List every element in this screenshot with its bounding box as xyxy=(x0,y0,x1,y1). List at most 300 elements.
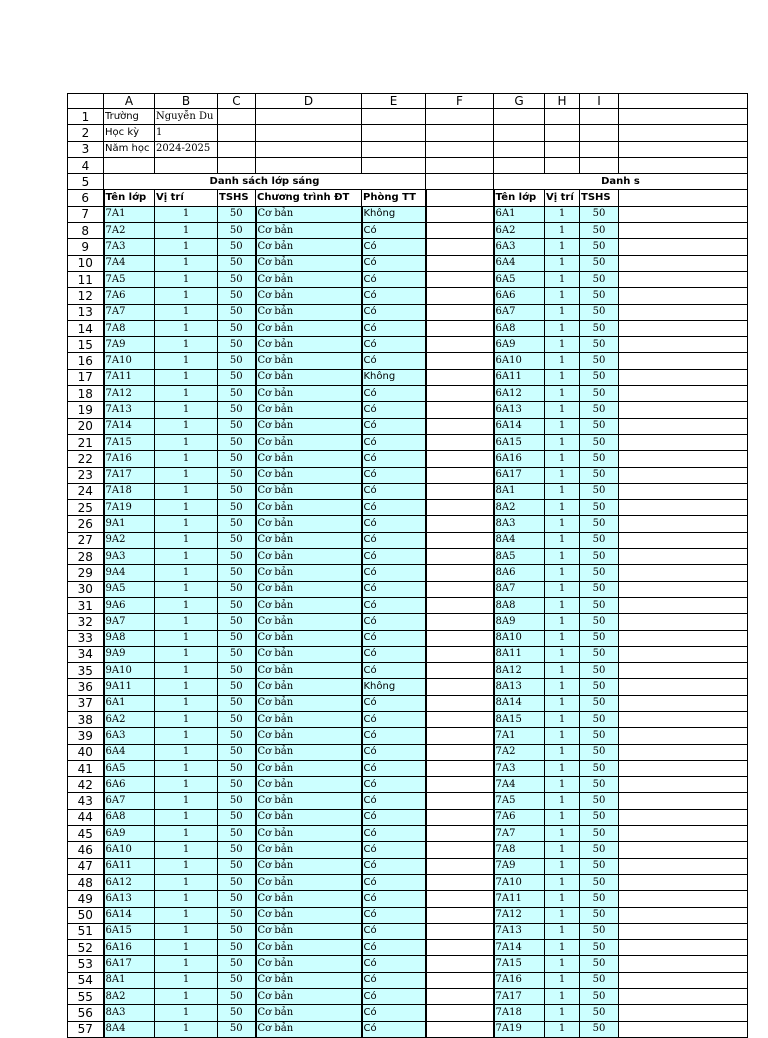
empty-cell[interactable] xyxy=(218,141,256,157)
class-name[interactable]: 6A4 xyxy=(104,744,155,760)
empty-cell[interactable] xyxy=(619,695,748,711)
student-count[interactable]: 50 xyxy=(580,956,619,972)
row-number[interactable]: 42 xyxy=(68,777,104,793)
empty-cell[interactable] xyxy=(619,418,748,434)
empty-cell[interactable] xyxy=(580,109,619,125)
empty-cell[interactable] xyxy=(580,125,619,141)
empty-cell[interactable] xyxy=(619,711,748,727)
header-right-0[interactable]: Tên lớp xyxy=(494,190,545,206)
program[interactable]: Cơ bản xyxy=(256,304,362,320)
class-name[interactable]: 8A3 xyxy=(494,516,545,532)
lab-room[interactable]: Không xyxy=(362,679,426,695)
class-name[interactable]: 9A11 xyxy=(104,679,155,695)
row-number[interactable]: 54 xyxy=(68,972,104,988)
student-count[interactable]: 50 xyxy=(580,614,619,630)
student-count[interactable]: 50 xyxy=(580,402,619,418)
lab-room[interactable]: Có xyxy=(362,728,426,744)
student-count[interactable]: 50 xyxy=(218,451,256,467)
row-number[interactable]: 53 xyxy=(68,956,104,972)
class-name[interactable]: 7A15 xyxy=(494,956,545,972)
position[interactable]: 1 xyxy=(155,223,218,239)
student-count[interactable]: 50 xyxy=(580,467,619,483)
student-count[interactable]: 50 xyxy=(580,549,619,565)
row-number[interactable]: 40 xyxy=(68,744,104,760)
program[interactable]: Cơ bản xyxy=(256,842,362,858)
empty-cell[interactable] xyxy=(426,451,494,467)
class-name[interactable]: 8A12 xyxy=(494,663,545,679)
class-name[interactable]: 8A2 xyxy=(494,500,545,516)
empty-cell[interactable] xyxy=(619,337,748,353)
student-count[interactable]: 50 xyxy=(580,223,619,239)
position[interactable]: 1 xyxy=(545,777,580,793)
row-number[interactable]: 4 xyxy=(68,157,104,173)
position[interactable]: 1 xyxy=(545,320,580,336)
empty-cell[interactable] xyxy=(545,141,580,157)
class-name[interactable]: 6A3 xyxy=(104,728,155,744)
student-count[interactable]: 50 xyxy=(218,858,256,874)
lab-room[interactable]: Có xyxy=(362,777,426,793)
program[interactable]: Cơ bản xyxy=(256,826,362,842)
class-name[interactable]: 7A6 xyxy=(104,288,155,304)
empty-cell[interactable] xyxy=(619,1021,748,1037)
class-name[interactable]: 6A1 xyxy=(104,695,155,711)
class-name[interactable]: 7A18 xyxy=(494,1005,545,1021)
student-count[interactable]: 50 xyxy=(580,434,619,450)
row-number[interactable]: 20 xyxy=(68,418,104,434)
class-name[interactable]: 7A9 xyxy=(494,858,545,874)
lab-room[interactable]: Có xyxy=(362,695,426,711)
lab-room[interactable]: Có xyxy=(362,549,426,565)
position[interactable]: 1 xyxy=(155,923,218,939)
position[interactable]: 1 xyxy=(545,239,580,255)
class-name[interactable]: 6A10 xyxy=(494,353,545,369)
student-count[interactable]: 50 xyxy=(580,874,619,890)
row-number[interactable]: 46 xyxy=(68,842,104,858)
student-count[interactable]: 50 xyxy=(580,679,619,695)
class-name[interactable]: 9A9 xyxy=(104,646,155,662)
empty-cell[interactable] xyxy=(256,141,362,157)
student-count[interactable]: 50 xyxy=(580,271,619,287)
class-name[interactable]: 6A14 xyxy=(494,418,545,434)
student-count[interactable]: 50 xyxy=(218,646,256,662)
title-afternoon-classes[interactable]: Danh s xyxy=(494,174,748,190)
program[interactable]: Cơ bản xyxy=(256,874,362,890)
row-number[interactable]: 17 xyxy=(68,369,104,385)
student-count[interactable]: 50 xyxy=(580,891,619,907)
empty-cell[interactable] xyxy=(619,157,748,173)
empty-cell[interactable] xyxy=(619,206,748,222)
class-name[interactable]: 8A8 xyxy=(494,597,545,613)
student-count[interactable]: 50 xyxy=(580,989,619,1005)
student-count[interactable]: 50 xyxy=(580,418,619,434)
program[interactable]: Cơ bản xyxy=(256,386,362,402)
empty-cell[interactable] xyxy=(619,451,748,467)
student-count[interactable]: 50 xyxy=(580,940,619,956)
student-count[interactable]: 50 xyxy=(580,239,619,255)
student-count[interactable]: 50 xyxy=(580,1021,619,1037)
empty-cell[interactable] xyxy=(580,141,619,157)
empty-cell[interactable] xyxy=(426,858,494,874)
empty-cell[interactable] xyxy=(426,500,494,516)
student-count[interactable]: 50 xyxy=(218,777,256,793)
corner-cell[interactable] xyxy=(68,94,104,109)
position[interactable]: 1 xyxy=(545,1005,580,1021)
student-count[interactable]: 50 xyxy=(580,842,619,858)
empty-cell[interactable] xyxy=(426,956,494,972)
class-name[interactable]: 9A1 xyxy=(104,516,155,532)
class-name[interactable]: 6A12 xyxy=(494,386,545,402)
program[interactable]: Cơ bản xyxy=(256,532,362,548)
student-count[interactable]: 50 xyxy=(218,663,256,679)
empty-cell[interactable] xyxy=(426,223,494,239)
class-name[interactable]: 6A12 xyxy=(104,874,155,890)
class-name[interactable]: 6A2 xyxy=(494,223,545,239)
row-number[interactable]: 32 xyxy=(68,614,104,630)
empty-cell[interactable] xyxy=(619,760,748,776)
position[interactable]: 1 xyxy=(155,940,218,956)
empty-cell[interactable] xyxy=(494,109,545,125)
position[interactable]: 1 xyxy=(545,809,580,825)
student-count[interactable]: 50 xyxy=(218,532,256,548)
class-name[interactable]: 6A11 xyxy=(494,369,545,385)
position[interactable]: 1 xyxy=(545,483,580,499)
empty-cell[interactable] xyxy=(619,304,748,320)
class-name[interactable]: 7A9 xyxy=(104,337,155,353)
class-name[interactable]: 7A15 xyxy=(104,434,155,450)
position[interactable]: 1 xyxy=(545,940,580,956)
position[interactable]: 1 xyxy=(155,353,218,369)
class-name[interactable]: 8A15 xyxy=(494,711,545,727)
empty-cell[interactable] xyxy=(619,826,748,842)
row-number[interactable]: 47 xyxy=(68,858,104,874)
position[interactable]: 1 xyxy=(155,972,218,988)
row-number[interactable]: 7 xyxy=(68,206,104,222)
empty-cell[interactable] xyxy=(619,190,748,206)
empty-cell[interactable] xyxy=(426,630,494,646)
empty-cell[interactable] xyxy=(619,646,748,662)
class-name[interactable]: 7A7 xyxy=(494,826,545,842)
student-count[interactable]: 50 xyxy=(218,809,256,825)
row-number[interactable]: 24 xyxy=(68,483,104,499)
empty-cell[interactable] xyxy=(619,581,748,597)
empty-cell[interactable] xyxy=(426,467,494,483)
row-number[interactable]: 2 xyxy=(68,125,104,141)
program[interactable]: Cơ bản xyxy=(256,418,362,434)
empty-cell[interactable] xyxy=(426,809,494,825)
class-name[interactable]: 6A4 xyxy=(494,255,545,271)
row-number[interactable]: 6 xyxy=(68,190,104,206)
student-count[interactable]: 50 xyxy=(218,907,256,923)
empty-cell[interactable] xyxy=(426,646,494,662)
row-number[interactable]: 57 xyxy=(68,1021,104,1037)
class-name[interactable]: 7A19 xyxy=(494,1021,545,1037)
class-name[interactable]: 8A4 xyxy=(494,532,545,548)
empty-cell[interactable] xyxy=(426,972,494,988)
class-name[interactable]: 6A9 xyxy=(494,337,545,353)
position[interactable]: 1 xyxy=(545,467,580,483)
lab-room[interactable]: Có xyxy=(362,989,426,1005)
lab-room[interactable]: Có xyxy=(362,402,426,418)
header-left-4[interactable]: Phòng TT xyxy=(362,190,426,206)
class-name[interactable]: 8A4 xyxy=(104,1021,155,1037)
student-count[interactable]: 50 xyxy=(580,255,619,271)
student-count[interactable]: 50 xyxy=(580,500,619,516)
info-value[interactable]: 1 xyxy=(155,125,218,141)
row-number[interactable]: 26 xyxy=(68,516,104,532)
empty-cell[interactable] xyxy=(619,271,748,287)
program[interactable]: Cơ bản xyxy=(256,923,362,939)
student-count[interactable]: 50 xyxy=(218,1021,256,1037)
student-count[interactable]: 50 xyxy=(218,972,256,988)
position[interactable]: 1 xyxy=(545,337,580,353)
student-count[interactable]: 50 xyxy=(580,320,619,336)
lab-room[interactable]: Có xyxy=(362,597,426,613)
position[interactable]: 1 xyxy=(545,907,580,923)
empty-cell[interactable] xyxy=(619,255,748,271)
class-name[interactable]: 6A15 xyxy=(104,923,155,939)
row-number[interactable]: 34 xyxy=(68,646,104,662)
position[interactable]: 1 xyxy=(545,434,580,450)
class-name[interactable]: 8A6 xyxy=(494,565,545,581)
position[interactable]: 1 xyxy=(155,826,218,842)
class-name[interactable]: 6A3 xyxy=(494,239,545,255)
empty-cell[interactable] xyxy=(426,891,494,907)
position[interactable]: 1 xyxy=(155,467,218,483)
position[interactable]: 1 xyxy=(545,451,580,467)
empty-cell[interactable] xyxy=(426,190,494,206)
lab-room[interactable]: Có xyxy=(362,858,426,874)
empty-cell[interactable] xyxy=(426,434,494,450)
program[interactable]: Cơ bản xyxy=(256,956,362,972)
row-number[interactable]: 3 xyxy=(68,141,104,157)
student-count[interactable]: 50 xyxy=(218,549,256,565)
student-count[interactable]: 50 xyxy=(580,972,619,988)
class-name[interactable]: 7A19 xyxy=(104,500,155,516)
class-name[interactable]: 8A1 xyxy=(104,972,155,988)
position[interactable]: 1 xyxy=(545,744,580,760)
empty-cell[interactable] xyxy=(426,614,494,630)
position[interactable]: 1 xyxy=(545,646,580,662)
empty-cell[interactable] xyxy=(619,223,748,239)
class-name[interactable]: 6A15 xyxy=(494,434,545,450)
empty-cell[interactable] xyxy=(545,125,580,141)
lab-room[interactable]: Có xyxy=(362,842,426,858)
empty-cell[interactable] xyxy=(256,109,362,125)
student-count[interactable]: 50 xyxy=(580,483,619,499)
row-number[interactable]: 36 xyxy=(68,679,104,695)
program[interactable]: Cơ bản xyxy=(256,320,362,336)
position[interactable]: 1 xyxy=(545,923,580,939)
row-number[interactable]: 31 xyxy=(68,597,104,613)
empty-cell[interactable] xyxy=(426,304,494,320)
class-name[interactable]: 7A17 xyxy=(494,989,545,1005)
lab-room[interactable]: Có xyxy=(362,630,426,646)
student-count[interactable]: 50 xyxy=(218,1005,256,1021)
empty-cell[interactable] xyxy=(426,581,494,597)
lab-room[interactable]: Có xyxy=(362,320,426,336)
student-count[interactable]: 50 xyxy=(218,565,256,581)
class-name[interactable]: 6A17 xyxy=(494,467,545,483)
empty-cell[interactable] xyxy=(619,109,748,125)
row-number[interactable]: 49 xyxy=(68,891,104,907)
class-name[interactable]: 7A8 xyxy=(494,842,545,858)
empty-cell[interactable] xyxy=(426,386,494,402)
empty-cell[interactable] xyxy=(619,972,748,988)
empty-cell[interactable] xyxy=(218,157,256,173)
row-number[interactable]: 10 xyxy=(68,255,104,271)
row-number[interactable]: 37 xyxy=(68,695,104,711)
empty-cell[interactable] xyxy=(426,320,494,336)
student-count[interactable]: 50 xyxy=(218,989,256,1005)
class-name[interactable]: 7A12 xyxy=(104,386,155,402)
position[interactable]: 1 xyxy=(155,646,218,662)
empty-cell[interactable] xyxy=(619,793,748,809)
student-count[interactable]: 50 xyxy=(218,940,256,956)
empty-cell[interactable] xyxy=(619,989,748,1005)
program[interactable]: Cơ bản xyxy=(256,646,362,662)
row-number[interactable]: 12 xyxy=(68,288,104,304)
empty-cell[interactable] xyxy=(619,907,748,923)
class-name[interactable]: 9A8 xyxy=(104,630,155,646)
lab-room[interactable]: Có xyxy=(362,271,426,287)
row-number[interactable]: 38 xyxy=(68,711,104,727)
row-number[interactable]: 29 xyxy=(68,565,104,581)
empty-cell[interactable] xyxy=(619,402,748,418)
student-count[interactable]: 50 xyxy=(218,239,256,255)
program[interactable]: Cơ bản xyxy=(256,597,362,613)
position[interactable]: 1 xyxy=(545,516,580,532)
empty-cell[interactable] xyxy=(619,777,748,793)
header-right-1[interactable]: Vị trí xyxy=(545,190,580,206)
empty-cell[interactable] xyxy=(619,125,748,141)
empty-cell[interactable] xyxy=(426,532,494,548)
position[interactable]: 1 xyxy=(545,858,580,874)
lab-room[interactable]: Có xyxy=(362,793,426,809)
empty-cell[interactable] xyxy=(426,418,494,434)
empty-cell[interactable] xyxy=(256,125,362,141)
student-count[interactable]: 50 xyxy=(218,581,256,597)
lab-room[interactable]: Có xyxy=(362,516,426,532)
class-name[interactable]: 7A16 xyxy=(494,972,545,988)
column-header-h[interactable]: H xyxy=(545,94,580,109)
empty-cell[interactable] xyxy=(426,923,494,939)
row-number[interactable]: 50 xyxy=(68,907,104,923)
class-name[interactable]: 8A14 xyxy=(494,695,545,711)
empty-cell[interactable] xyxy=(426,1005,494,1021)
lab-room[interactable]: Có xyxy=(362,451,426,467)
position[interactable]: 1 xyxy=(155,581,218,597)
position[interactable]: 1 xyxy=(155,760,218,776)
class-name[interactable]: 7A2 xyxy=(494,744,545,760)
empty-cell[interactable] xyxy=(155,157,218,173)
lab-room[interactable]: Có xyxy=(362,940,426,956)
row-number[interactable]: 51 xyxy=(68,923,104,939)
position[interactable]: 1 xyxy=(155,1021,218,1037)
lab-room[interactable]: Có xyxy=(362,223,426,239)
position[interactable]: 1 xyxy=(155,777,218,793)
empty-cell[interactable] xyxy=(619,369,748,385)
row-number[interactable]: 41 xyxy=(68,760,104,776)
header-right-2[interactable]: TSHS xyxy=(580,190,619,206)
empty-cell[interactable] xyxy=(426,1021,494,1037)
row-number[interactable]: 15 xyxy=(68,337,104,353)
lab-room[interactable]: Không xyxy=(362,206,426,222)
empty-cell[interactable] xyxy=(426,549,494,565)
empty-cell[interactable] xyxy=(619,858,748,874)
student-count[interactable]: 50 xyxy=(218,516,256,532)
student-count[interactable]: 50 xyxy=(580,728,619,744)
class-name[interactable]: 8A9 xyxy=(494,614,545,630)
position[interactable]: 1 xyxy=(545,826,580,842)
info-value[interactable]: Nguyễn Du xyxy=(155,109,218,125)
row-number[interactable]: 39 xyxy=(68,728,104,744)
student-count[interactable]: 50 xyxy=(580,581,619,597)
position[interactable]: 1 xyxy=(545,532,580,548)
position[interactable]: 1 xyxy=(155,728,218,744)
student-count[interactable]: 50 xyxy=(218,744,256,760)
program[interactable]: Cơ bản xyxy=(256,434,362,450)
class-name[interactable]: 6A14 xyxy=(104,907,155,923)
empty-cell[interactable] xyxy=(619,842,748,858)
student-count[interactable]: 50 xyxy=(218,369,256,385)
lab-room[interactable]: Có xyxy=(362,891,426,907)
student-count[interactable]: 50 xyxy=(218,826,256,842)
lab-room[interactable]: Có xyxy=(362,744,426,760)
lab-room[interactable]: Có xyxy=(362,386,426,402)
empty-cell[interactable] xyxy=(619,891,748,907)
student-count[interactable]: 50 xyxy=(218,597,256,613)
empty-cell[interactable] xyxy=(619,532,748,548)
class-name[interactable]: 7A8 xyxy=(104,320,155,336)
row-number[interactable]: 13 xyxy=(68,304,104,320)
program[interactable]: Cơ bản xyxy=(256,858,362,874)
class-name[interactable]: 6A10 xyxy=(104,842,155,858)
row-number[interactable]: 44 xyxy=(68,809,104,825)
position[interactable]: 1 xyxy=(155,858,218,874)
class-name[interactable]: 8A2 xyxy=(104,989,155,1005)
row-number[interactable]: 19 xyxy=(68,402,104,418)
empty-cell[interactable] xyxy=(619,467,748,483)
column-header-f[interactable]: F xyxy=(426,94,494,109)
student-count[interactable]: 50 xyxy=(218,760,256,776)
empty-cell[interactable] xyxy=(362,125,426,141)
empty-cell[interactable] xyxy=(426,874,494,890)
position[interactable]: 1 xyxy=(545,760,580,776)
position[interactable]: 1 xyxy=(545,369,580,385)
empty-cell[interactable] xyxy=(426,793,494,809)
column-header-overflow[interactable] xyxy=(619,94,748,109)
column-header-i[interactable]: I xyxy=(580,94,619,109)
position[interactable]: 1 xyxy=(155,663,218,679)
class-name[interactable]: 6A16 xyxy=(104,940,155,956)
position[interactable]: 1 xyxy=(155,565,218,581)
row-number[interactable]: 43 xyxy=(68,793,104,809)
class-name[interactable]: 9A4 xyxy=(104,565,155,581)
row-number[interactable]: 8 xyxy=(68,223,104,239)
empty-cell[interactable] xyxy=(619,663,748,679)
student-count[interactable]: 50 xyxy=(580,337,619,353)
class-name[interactable]: 8A3 xyxy=(104,1005,155,1021)
class-name[interactable]: 7A5 xyxy=(104,271,155,287)
empty-cell[interactable] xyxy=(619,549,748,565)
program[interactable]: Cơ bản xyxy=(256,288,362,304)
student-count[interactable]: 50 xyxy=(580,777,619,793)
empty-cell[interactable] xyxy=(426,989,494,1005)
position[interactable]: 1 xyxy=(545,679,580,695)
empty-cell[interactable] xyxy=(426,157,494,173)
lab-room[interactable]: Có xyxy=(362,646,426,662)
program[interactable]: Cơ bản xyxy=(256,1005,362,1021)
